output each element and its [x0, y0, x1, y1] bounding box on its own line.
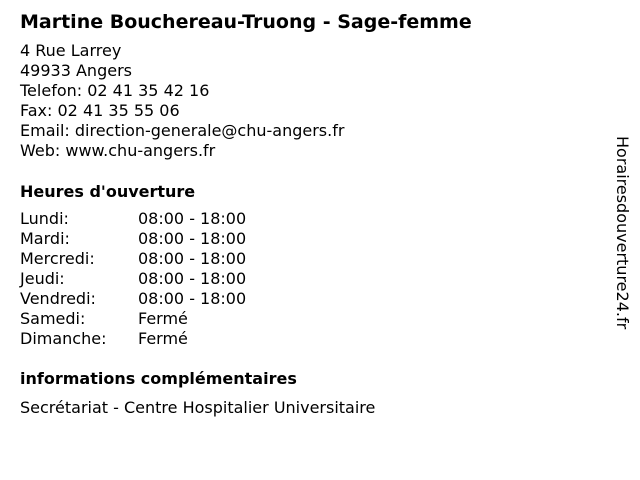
- hours-row: [20, 309, 610, 329]
- hours-day: Samedi:: [20, 309, 86, 328]
- email-label: Email:: [20, 121, 70, 140]
- hours-heading: Heures d'ouverture: [20, 182, 196, 201]
- hours-row: [20, 209, 610, 229]
- info-text: Secrétariat - Centre Hospitalier Universitaire: [20, 398, 376, 417]
- hours-row: [20, 249, 610, 269]
- hours-day: Mercredi:: [20, 249, 95, 268]
- site-watermark: Horairesdouverture24.fr: [613, 136, 632, 330]
- address-line-1: 4 Rue Larrey: [20, 41, 122, 60]
- hours-row: [20, 329, 610, 349]
- hours-time: Fermé: [138, 309, 188, 328]
- hours-row: [20, 289, 610, 309]
- phone-line: [20, 81, 610, 101]
- business-name: Martine Bouchereau-Truong - Sage-femme: [20, 11, 472, 33]
- hours-day: Jeudi:: [20, 269, 65, 288]
- web-label: Web:: [20, 141, 61, 160]
- hours-time: 08:00 - 18:00: [138, 229, 247, 248]
- fax-label: Fax:: [20, 101, 53, 120]
- hours-day: Vendredi:: [20, 289, 96, 308]
- web-address: www.chu-angers.fr: [65, 141, 216, 160]
- phone-label: Telefon:: [20, 81, 83, 100]
- hours-row: [20, 269, 610, 289]
- hours-time: 08:00 - 18:00: [138, 269, 247, 288]
- fax-number: 02 41 35 55 06: [57, 101, 180, 120]
- email-line: [20, 121, 610, 141]
- hours-table: [20, 209, 610, 349]
- hours-time: 08:00 - 18:00: [138, 209, 247, 228]
- info-heading: informations complémentaires: [20, 369, 297, 388]
- business-card: [20, 9, 610, 418]
- hours-day: Mardi:: [20, 229, 70, 248]
- phone-number: 02 41 35 42 16: [87, 81, 210, 100]
- hours-row: [20, 229, 610, 249]
- hours-time: 08:00 - 18:00: [138, 249, 247, 268]
- hours-day: Lundi:: [20, 209, 69, 228]
- hours-time: 08:00 - 18:00: [138, 289, 247, 308]
- fax-line: [20, 101, 610, 121]
- hours-day: Dimanche:: [20, 329, 107, 348]
- address-line-2: 49933 Angers: [20, 61, 132, 80]
- email-address: direction-generale@chu-angers.fr: [74, 121, 345, 140]
- hours-time: Fermé: [138, 329, 188, 348]
- web-line: [20, 141, 610, 161]
